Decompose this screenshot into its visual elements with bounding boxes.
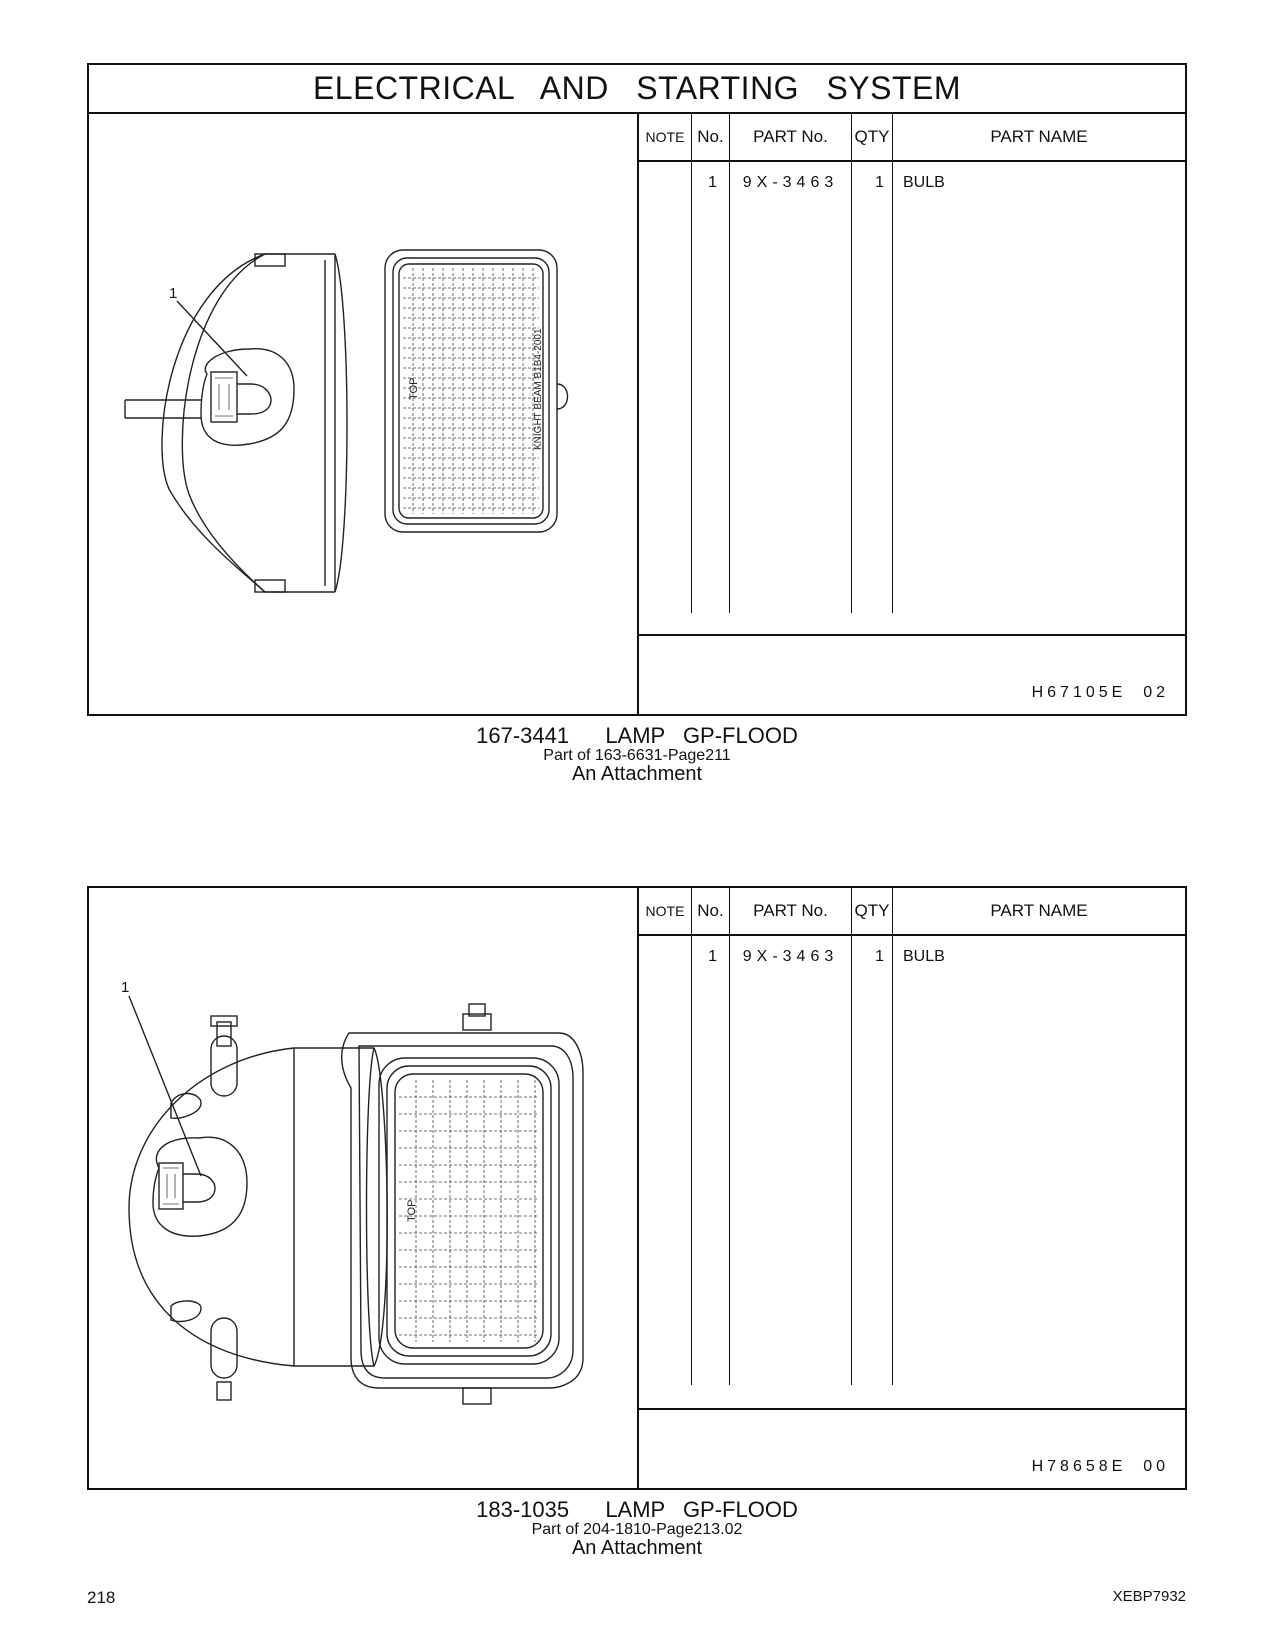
parts-panel-1 [87, 63, 1187, 716]
header-part-name: PART NAME [893, 888, 1186, 935]
caption-title: 183-1035 LAMP GP-FLOOD [476, 1497, 798, 1522]
document-code: XEBP7932 [1112, 1588, 1186, 1605]
cell-note [639, 935, 692, 1385]
lens-brand-label: KNIGHT BEAM B1B4-2001 [533, 328, 544, 450]
cell-qty: 1 [852, 935, 893, 1385]
callout-number: 1 [169, 285, 178, 302]
cell-part-no: 9X-3463 [730, 935, 852, 1385]
caption-2 [87, 1498, 1187, 1558]
header-part-no: PART No. [730, 888, 852, 935]
header-note: NOTE [639, 114, 692, 161]
cell-no: 1 [692, 935, 730, 1385]
parts-table [639, 114, 1185, 613]
header-no: No. [692, 114, 730, 161]
caption-attachment: An Attachment [571, 763, 703, 785]
caption-title: 167-3441 LAMP GP-FLOOD [476, 723, 798, 748]
cell-qty: 1 [852, 161, 893, 613]
header-qty: QTY [852, 888, 893, 935]
reference-box [639, 634, 1185, 714]
callout-number: 1 [121, 979, 130, 996]
table-row [639, 935, 1185, 1385]
header-part-no: PART No. [730, 114, 852, 161]
cell-part-name: BULB [893, 935, 1186, 1385]
parts-panel-2 [87, 886, 1187, 1490]
cell-part-name: BULB [893, 161, 1186, 613]
caption-1 [87, 724, 1187, 784]
section-title: ELECTRICAL AND STARTING SYSTEM [89, 65, 1185, 114]
header-no: No. [692, 888, 730, 935]
caption-parent: Part of 204-1810-Page213.02 [531, 1521, 743, 1538]
page-number: 218 [87, 1588, 116, 1607]
lamp-illustration-1 [89, 114, 637, 714]
lens-top-label: TOP [408, 377, 420, 400]
parts-table [639, 888, 1185, 1385]
header-part-name: PART NAME [893, 114, 1186, 161]
lamp-illustration-2 [89, 888, 637, 1488]
illustration-ref-code: H78658E 00 [1031, 1458, 1169, 1475]
table-row [639, 161, 1185, 613]
parts-list-1 [637, 114, 1185, 714]
reference-box [639, 1408, 1185, 1488]
parts-list-2 [637, 888, 1185, 1488]
cell-note [639, 161, 692, 613]
lens-top-label: TOP [406, 1199, 418, 1222]
illustration-ref-code: H67105E 02 [1031, 684, 1169, 701]
caption-attachment: An Attachment [571, 1537, 703, 1559]
caption-parent: Part of 163-6631-Page211 [543, 747, 731, 764]
cell-no: 1 [692, 161, 730, 613]
header-note: NOTE [639, 888, 692, 935]
header-qty: QTY [852, 114, 893, 161]
cell-part-no: 9X-3463 [730, 161, 852, 613]
